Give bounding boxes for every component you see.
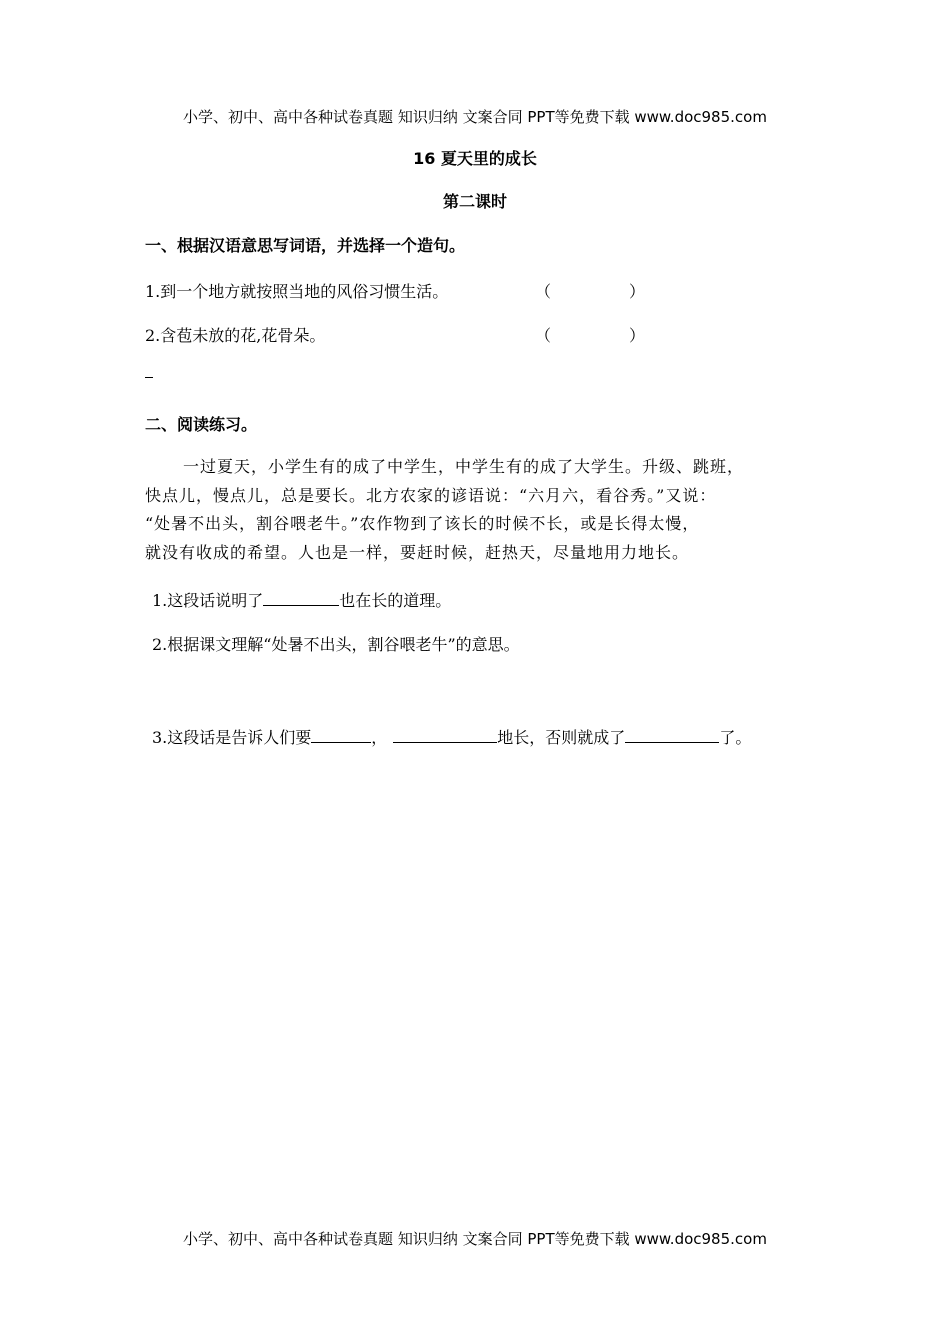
- question-1-2-close-paren: ）: [629, 326, 646, 345]
- passage-line: 一过夏天，小学生有的成了中学生，中学生有的成了大学生。升级、跳班，: [183, 457, 745, 476]
- question-1-1-close-paren: ）: [629, 282, 646, 301]
- lesson-title: 16 夏天里的成长: [413, 149, 537, 168]
- reading-passage: [145, 453, 815, 567]
- answer-blank[interactable]: [625, 726, 719, 743]
- question-2-3-after: 了。: [719, 728, 752, 747]
- question-2-3-before: 3.这段话是告诉人们要: [152, 728, 312, 747]
- section-two-heading: 二、阅读练习。: [145, 415, 258, 434]
- passage-line: “处暑不出头，割谷喂老牛。”农作物到了该长的时候不长，或是长得太慢，: [145, 514, 700, 533]
- question-1-2-open-paren: （: [535, 326, 552, 345]
- answer-blank[interactable]: [311, 726, 371, 743]
- question-1-1-open-paren: （: [535, 282, 552, 301]
- page-footer: 小学、初中、高中各种试卷真题 知识归纳 文案合同 PPT等免费下载 www.doc985.com: [183, 1230, 767, 1248]
- page-header: 小学、初中、高中各种试卷真题 知识归纳 文案合同 PPT等免费下载 www.doc985.com: [183, 108, 767, 126]
- answer-blank[interactable]: [263, 589, 339, 606]
- question-2-1-after: 也在长的道理。: [339, 591, 452, 610]
- passage-line: 快点儿，慢点儿，总是要长。北方农家的谚语说：“六月六，看谷秀。”又说：: [145, 485, 717, 505]
- question-2-3-middle: 地长，否则就成了: [497, 728, 626, 747]
- question-1-2-text: 2.含苞未放的花,花骨朵。: [145, 326, 326, 345]
- stray-underscore: [145, 376, 153, 378]
- question-2-1: [152, 588, 451, 611]
- question-2-2: 2.根据课文理解“处暑不出头，割谷喂老牛”的意思。: [152, 635, 520, 654]
- period-title: 第二课时: [442, 192, 507, 211]
- question-2-3: [152, 725, 751, 748]
- answer-blank[interactable]: [393, 726, 497, 743]
- question-2-3-comma: ，: [371, 728, 388, 747]
- passage-line: 就没有收成的希望。人也是一样，要赶时候，赶热天，尽量地用力地长。: [145, 542, 690, 562]
- question-1-1-text: 1.到一个地方就按照当地的风俗习惯生活。: [145, 282, 449, 301]
- question-2-1-before: 1.这段话说明了: [152, 591, 264, 610]
- section-one-heading: 一、根据汉语意思写词语，并选择一个造句。: [145, 236, 466, 255]
